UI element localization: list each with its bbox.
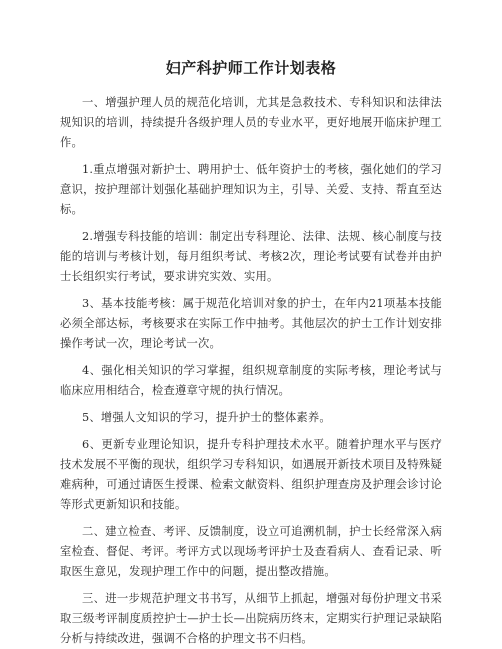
paragraph-1: 一、增强护理人员的规范化培训，尤其是急救技术、专科知识和法律法规知识的培训，持续提升各级护理人员的专业水平，更好地展开临床护理工作。 <box>60 96 442 149</box>
paragraph-3: 2.增强专科技能的培训：制定出专科理论、法律、法规、核心制度与技能的培训与考核计划，每月组织考试、考核2次，理论考试要有试卷并由护士长组织实行考试，要求讲究实效、实用。 <box>60 230 442 283</box>
paragraph-2: 1.重点增强对新护士、聘用护士、低年资护士的考核，强化她们的学习意识，按护理部计划强化基础护理知识为主，引导、关爱、支持、帮直至达标。 <box>60 163 442 216</box>
paragraph-5: 4、强化相关知识的学习掌握，组织规章制度的实际考核，理论考试与临床应用相结合，检查遵章守规的执行情况。 <box>60 364 442 397</box>
paragraph-4: 3、基本技能考核：属于规范化培训对象的护士，在年内21项基本技能必须全部达标，考核要求在实际工作中抽考。其他层次的护士工作计划安排操作考试一次，理论考试一次。 <box>60 297 442 350</box>
document-title: 妇产科护师工作计划表格 <box>165 59 337 77</box>
paragraph-8: 二、建立检查、考评、反馈制度，设立可追溯机制，护士长经常深入病室检查、督促、考评。考评方式以现场考评护士及查看病人、查看记录、听取医生意见，发现护理工作中的问题，提出整改措施。 <box>60 525 442 578</box>
paragraph-6: 5、增强人文知识的学习，提升护士的整体素养。 <box>82 411 331 424</box>
paragraph-9: 三、进一步规范护理文书书写，从细节上抓起，增强对每份护理文书采取三级考评制度质控护士—护士长—出院病历终末，定期实行护理记录缺陷分析与持续改进，强调不合格的护理文书不归档。 <box>60 592 442 645</box>
paragraph-7: 6、更新专业理论知识，提升专科护理技术水平。随着护理水平与医疗技术发展不平衡的现状，组织学习专科知识，如遇展开新技术项目及特殊疑难病种，可通过请医生授课、检索文献资料、组织护理查房及护理会诊讨论等形式更新知识和技能。 <box>60 438 442 511</box>
